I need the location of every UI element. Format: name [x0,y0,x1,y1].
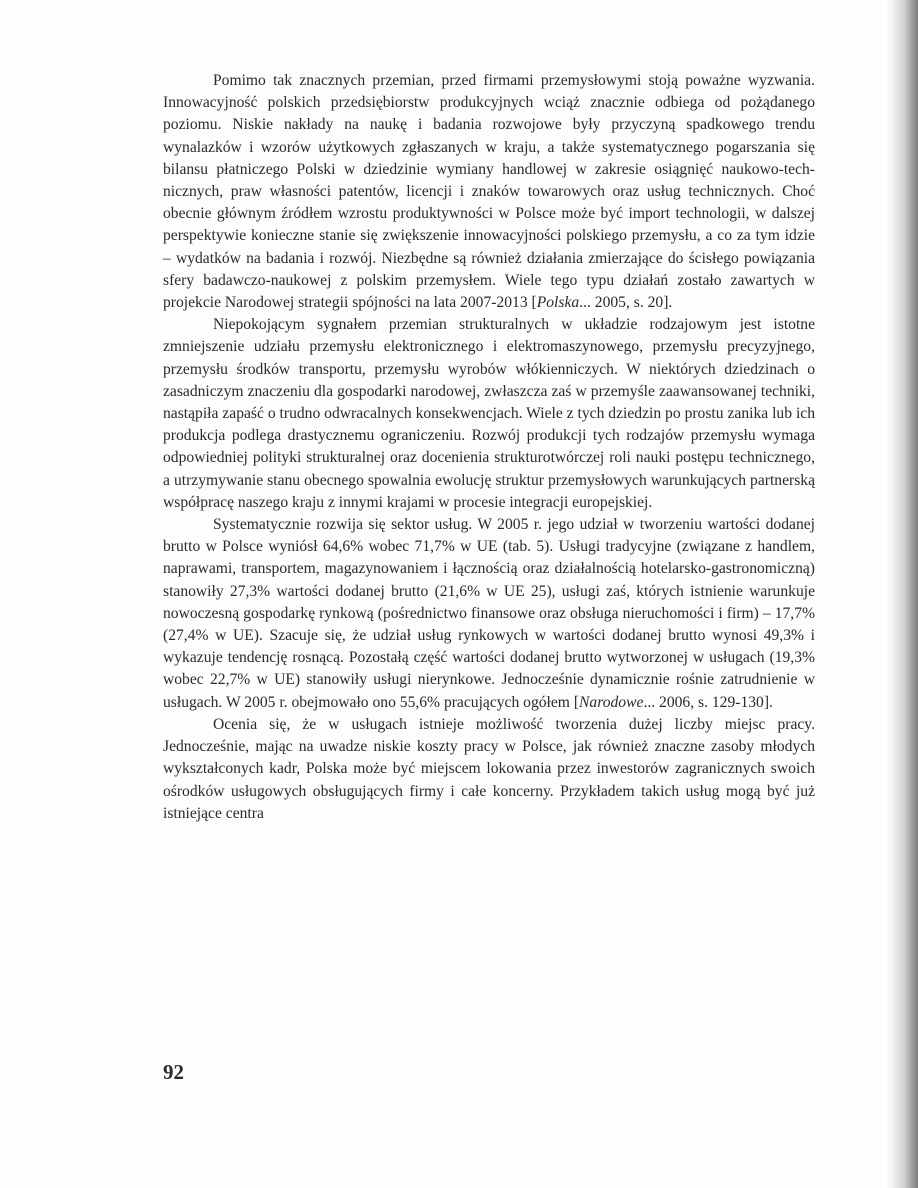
paragraph: Ocenia się, że w usługach istnieje możliwość tworzenia dużej liczby miejsc pracy. Jednocześnie, mając na uwadze niskie koszty pracy w Polsce, jak również znaczne zasoby młodych wykształconych kadr, Polska może być miejscem lokowania przez inwestorów zagranicznych swoich ośrodków usługowych obsługujących firmy i całe koncerny. Przykładem takich usług mogą być już istniejące centra [163,715,815,822]
paragraph: Niepokojącym sygnałem przemian strukturalnych w układzie rodzajowym jest istotne zmniejszenie udziału przemysłu elektronicznego i elektromaszynowego, przemysłu precyzyjnego, przemysłu środków transportu, przemysłu wyrobów włókienniczych. W niektórych dziedzinach o zasadniczym znaczeniu dla gospodarki narodowej, zwłaszcza zaś w przemyśle zaawansowanej techniki, nastąpiła zapaść o trudno odwracalnych konsekwencjach. Wiele z tych dziedzin po prostu zanika lub ich produkcja podlega drastycznemu ograniczeniu. Rozwój produkcji tych rodzajów przemysłu wymaga odpowiedniej polityki strukturalnej oraz docenienia strukturotwórczej roli nauki postępu technicznego, a utrzymywanie stanu obecnego spowalnia ewolucję struktur przemysłowych warunkujących partnerską współpracę naszego kraju z innymi krajami w procesie integracji europejskiej. [163,316,815,511]
paragraph: Pomimo tak znacznych przemian, przed firmami przemysłowymi stoją poważne wyzwania. Innowacyjność polskich przedsiębiorstw produkcyjnych wciąż znacznie odbiega od pożądanego poziomu. Niskie nakłady na naukę i badania rozwojowe były przyczyną spadkowego trendu wynalazków i wzorów użytkowych zgłaszanych w kraju, a także systematycznego pogarszania się bilansu płatniczego Polski w dziedzinie wymiany handlowej w zakresie osiągnięć naukowo-technicznych, praw własności patentów, licencji i znaków towarowych oraz usług technicznych. Choć obecnie głównym źródłem wzrostu produktywności w Polsce może być import technologii, w dalszej perspektywie konieczne stanie się zwiększenie innowacyjności polskiego przemysłu, a co za tym idzie – wydatków na badania i rozwój. Niezbędne są również działania zmierzające do ścisłego powiązania sfery badawczo-naukowej z polskim przemysłem. Wiele tego typu działań zostało zawartych w projekcie Narodowej strategii spójności na lata 2007-2013 [Polska... 2005, s. 20]. [163,72,815,312]
body-text [163,70,815,825]
page-number: 92 [163,1060,184,1084]
paragraph: Systematycznie rozwija się sektor usług. W 2005 r. jego udział w tworzeniu wartości dodanej brutto w Polsce wyniósł 64,6% wobec 71,7% w UE (tab. 5). Usługi tradycyjne (związane z handlem, naprawami, transportem, magazynowaniem i łącznością oraz działalnością hotelarsko-gastronomiczną) stanowiły 27,3% wartości dodanej brutto (21,6% w UE 25), usługi zaś, których istnienie warunkuje nowoczesną gospodarkę rynkową (pośrednictwo finansowe oraz obsługa nieruchomości i firm) – 17,7% (27,4% w UE). Szacuje się, że udział usług rynkowych w wartości dodanej brutto wynosi 49,3% i wykazuje tendencję rosnącą. Pozostałą część wartości dodanej brutto wytworzonej w usługach (19,3% wobec 22,7% w UE) stanowiły usługi nierynkowe. Jednocześnie dynamicznie rośnie zatrudnienie w usługach. W 2005 r. obejmowało ono 55,6% pracujących ogółem [Narodowe... 2006, s. 129-130]. [163,516,815,711]
scan-shadow-edge [884,0,918,1188]
